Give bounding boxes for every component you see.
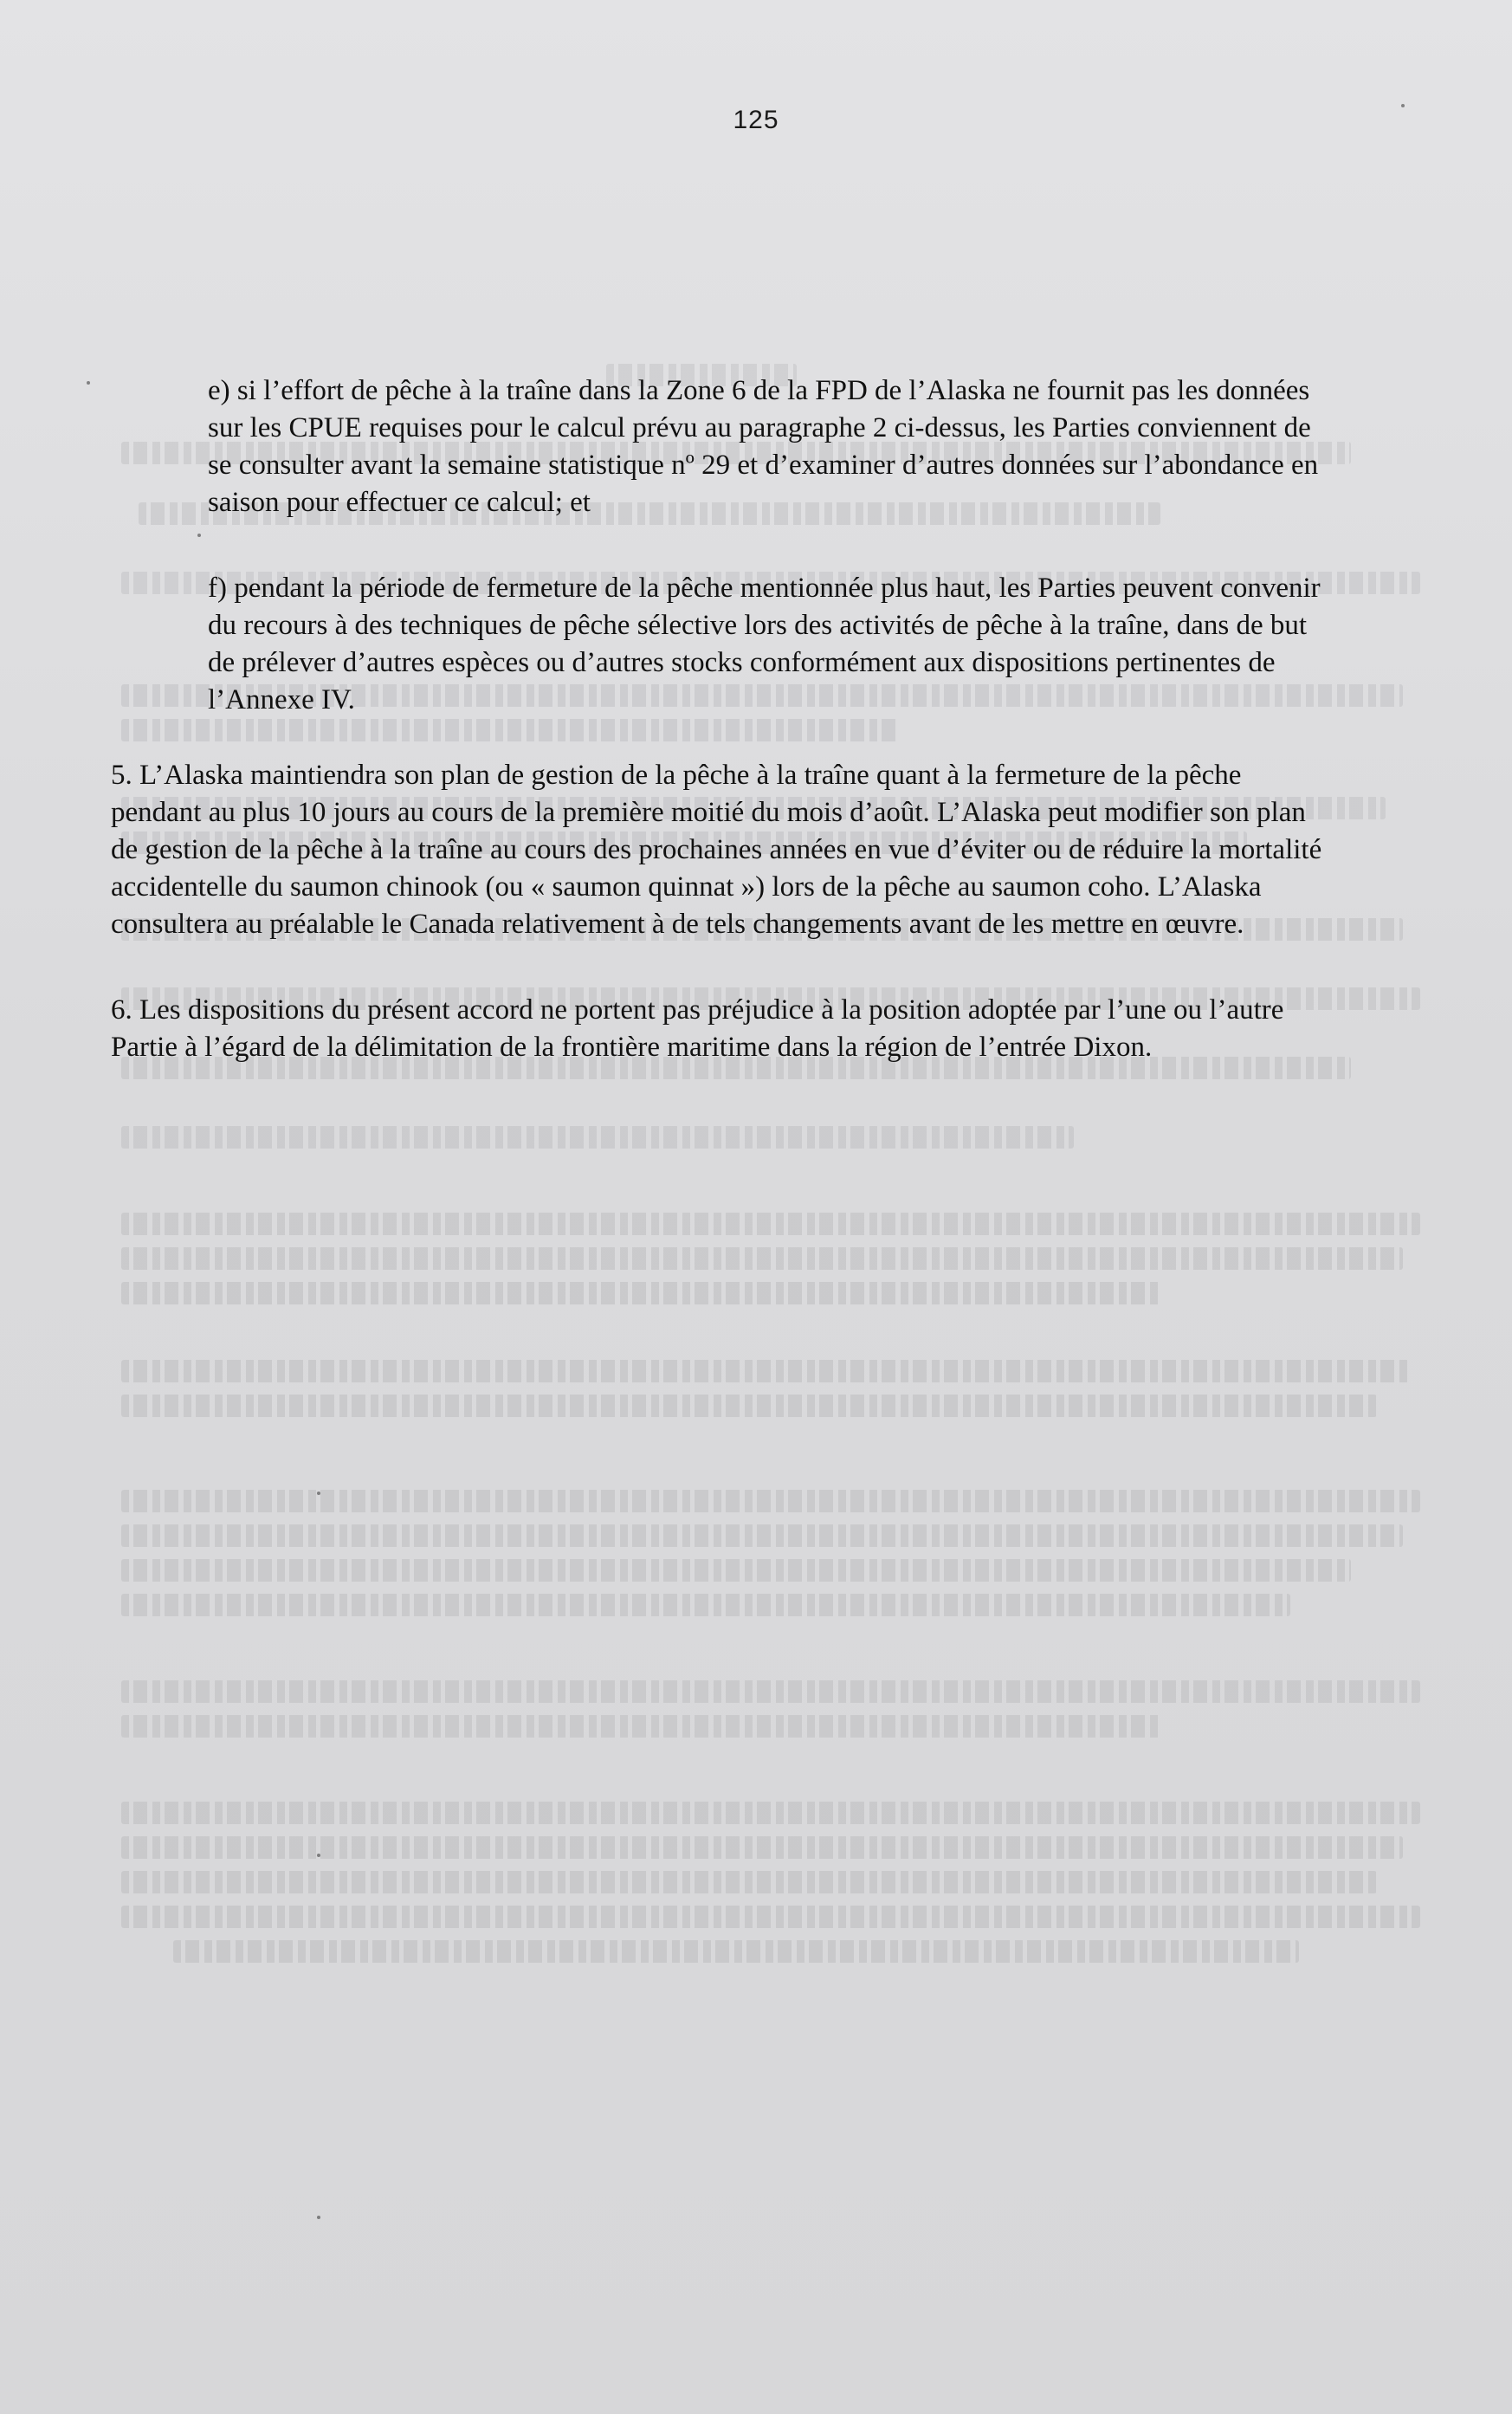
scan-speck (197, 534, 201, 537)
scan-speck (317, 2216, 320, 2219)
paragraph-item-e: e) si l’effort de pêche à la traîne dans la Zone 6 de la FPD de l’Alaska ne fournit pas les données sur les CPUE requises pour le calcul prévu au paragraphe 2 ci-dessus, les Parties conviennent de se consulter avant la semaine statistique nº 29 et d’examiner d’autres données sur l’abondance en saison pour effectuer ce calcul; et (208, 375, 1319, 518)
scan-speck (317, 1492, 320, 1495)
paragraph-item-5: 5. L’Alaska maintiendra son plan de gestion de la pêche à la traîne quant à la fermeture de la pêche pendant au plus 10 jours au cours de la première moitié du mois d’août. L’Alaska peut modifier son plan de gestion de la pêche à la traîne au cours des prochaines années en vue d’éviter ou de réduire la mortalité accidentelle du saumon chinook (ou « saumon quinnat ») lors de la pêche au saumon coho. L’Alaska consultera au préalable le Canada relativement à de tels changements avant de les mettre en œuvre. (111, 760, 1322, 940)
scan-speck (317, 1854, 320, 1857)
document-body (111, 372, 1323, 1066)
scan-speck (87, 381, 90, 385)
paragraph-item-f: f) pendant la période de fermeture de la pêche mentionnée plus haut, les Parties peuvent convenir du recours à des techniques de pêche sélective lors des activités de pêche à la traîne, dans de but de prélever d’autres espèces ou d’autres stocks conformément aux dispositions pertinentes de l’Annexe IV. (208, 573, 1321, 715)
paragraph-item-6: 6. Les dispositions du présent accord ne portent pas préjudice à la position adoptée par l’une ou l’autre Partie à l’égard de la délimitation de la frontière maritime dans la région de l’entrée Dixon. (111, 994, 1284, 1063)
page-number: 125 (733, 106, 779, 134)
scan-speck (1401, 104, 1405, 107)
